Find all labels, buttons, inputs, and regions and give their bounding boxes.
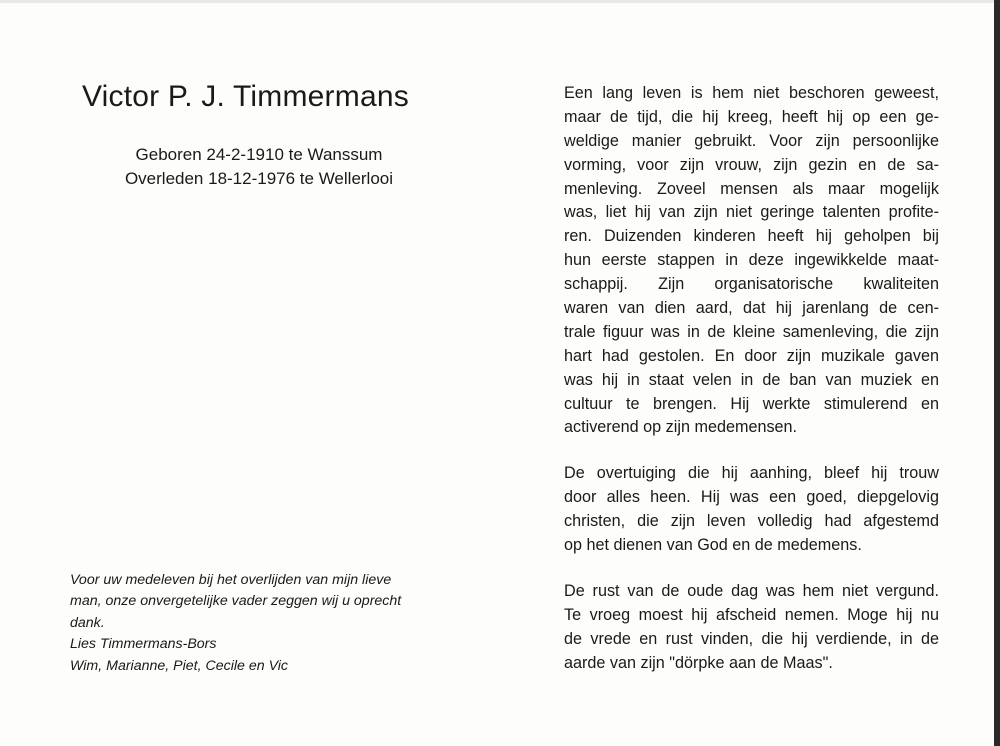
text-line: door alles heen. Hij was een goed, diepgelovig (564, 487, 939, 506)
text-line: vorming, voor zijn vrouw, zijn gezin en de sa- (564, 155, 939, 174)
text-line: activerend op zijn medemensen. (564, 418, 798, 437)
text-line: De overtuiging die hij aanhing, bleef hij trouw (564, 464, 939, 482)
text-line: ren. Duizenden kinderen heeft hij geholpen bij (564, 227, 939, 246)
text-line: cultuur te brengen. Hij werkte stimulerend en (564, 394, 939, 413)
birth-line: Geboren 24-2-1910 te Wanssum (135, 145, 383, 164)
signature-children: Wim, Marianne, Piet, Cecile en Vic (70, 657, 289, 674)
text-line: was hij in staat velen in de ban van muziek en (564, 370, 939, 389)
life-dates (104, 143, 414, 191)
text-line: hun eerste stappen in deze ingewikkelde maat- (564, 251, 939, 270)
text-line: maar de tijd, die hij kreeg, heeft hij op een ge- (564, 107, 939, 126)
text-line: was, liet hij van zijn niet geringe talenten profite- (564, 203, 939, 222)
thanks-line: Voor uw medeleven bij het overlijden van mijn lieve (70, 572, 392, 588)
thanks-line: man, onze onvergetelijke vader zeggen wij u oprecht (70, 593, 402, 610)
text-line: Te vroeg moest hij afscheid nemen. Moge hij nu (564, 605, 939, 624)
paragraph-life (564, 82, 939, 440)
text-line: schappij. Zijn organisatorische kwaliteiten (564, 275, 939, 294)
signature-widow: Lies Timmermans-Bors (70, 636, 217, 653)
deceased-name: Victor P. J. Timmermans (82, 80, 409, 113)
text-line: aarde van zijn "dörpke aan de Maas". (564, 653, 833, 672)
death-line: Overleden 18-12-1976 te Wellerlooi (124, 169, 394, 188)
text-line: op het dienen van God en de medemens. (564, 535, 862, 554)
thanks-note (70, 570, 460, 677)
text-line: waren van dien aard, dat hij jarenlang de cen- (564, 299, 939, 318)
text-line: trale figuur was in de kleine samenleving, die zijn (564, 322, 939, 341)
right-page (500, 0, 994, 746)
text-line: hart had gestolen. En door zijn muzikale gaven (564, 346, 939, 365)
text-line: menleving. Zoveel mensen als maar mogelijk (564, 179, 939, 198)
text-line: christen, die zijn leven volledig had afgestemd (564, 511, 939, 530)
text-line: Een lang leven is hem niet beschoren geweest, (564, 84, 939, 102)
thanks-line: dank. (70, 614, 105, 631)
text-line: weldige manier gebruikt. Voor zijn persoonlijke (564, 131, 939, 150)
paragraph-rest (564, 580, 939, 676)
text-line: De rust van de oude dag was hem niet vergund. (564, 582, 939, 600)
paragraph-faith (564, 462, 939, 558)
text-line: de vrede en rust vinden, die hij verdiende, in de (564, 629, 939, 648)
